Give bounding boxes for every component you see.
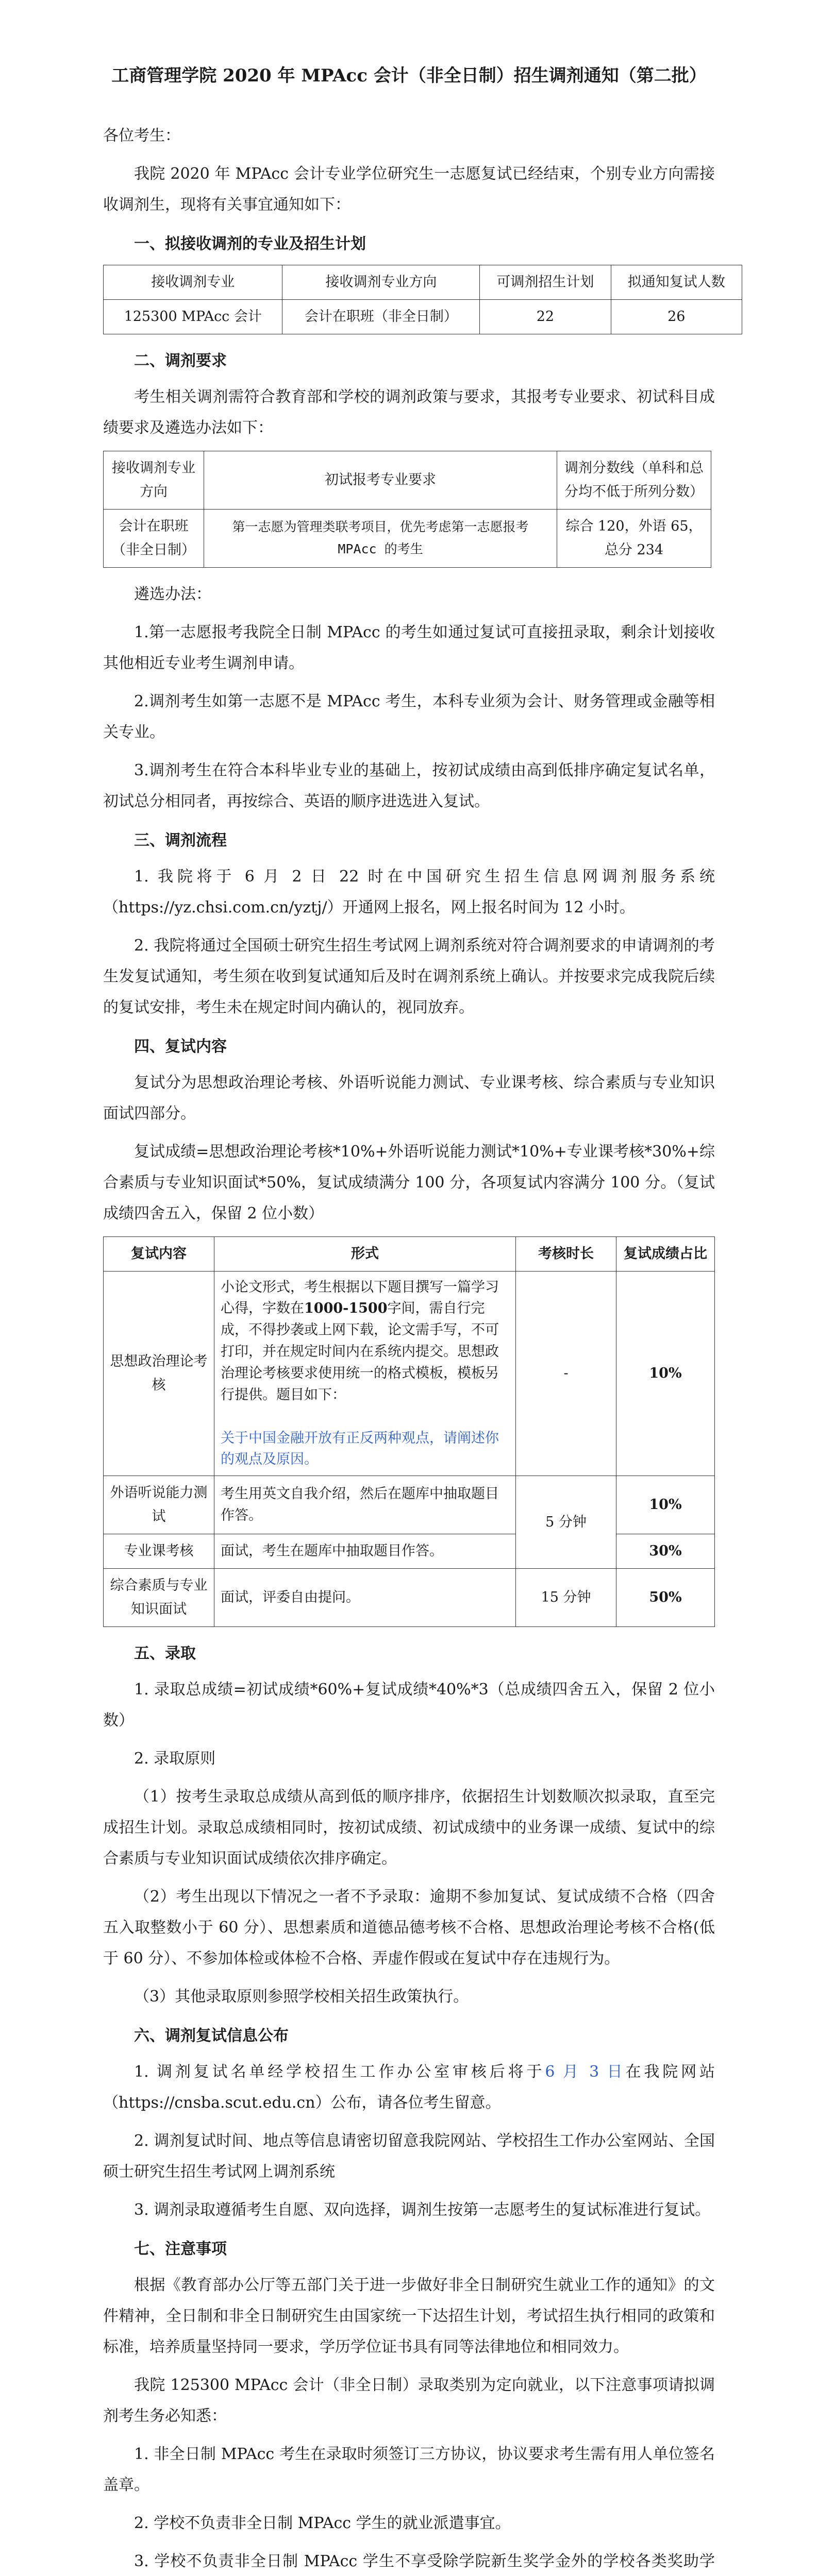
process-item-1 <box>103 861 715 923</box>
table-cell: 面试，评委自由提问。 <box>214 1568 516 1626</box>
process-text: 1. 我院将于 6 月 2 日 22 时在中国研究生招生信息网调剂服务系统（ <box>103 867 715 917</box>
salutation: 各位考生： <box>103 127 180 145</box>
notes-paragraph: 根据《教育部办公厅等五部门关于进一步做好非全日制研究生就业工作的通知》的文件精神，全日制和非全日制研究生由国家统一下达招生计划，考试招生执行相同的政策和标准，培养质量坚持同一要求，学历学位证书具有同等法律地位和相同效力。 <box>103 2276 715 2356</box>
plan-table <box>103 265 742 334</box>
section-1-title: 一、拟接收调剂的专业及招生计划 <box>134 235 366 253</box>
publish-item-3: 3. 调剂录取遵循考生自愿、双向选择，调剂生按第一志愿考生的复试标准进行复试。 <box>134 2200 711 2219</box>
notes-item: 1. 非全日制 MPAcc 考生在录取时须签订三方协议，协议要求考生需有用人单位签名盖章。 <box>103 2445 715 2494</box>
section-2-title: 二、调剂要求 <box>134 352 227 370</box>
table-cell: 10% <box>616 1476 715 1534</box>
table-header: 接收调剂专业 <box>104 265 282 300</box>
table-header-row <box>104 451 711 510</box>
table-cell: 会计在职班（非全日制） <box>282 300 480 334</box>
admission-item: 2. 录取原则 <box>134 1749 216 1768</box>
intro-paragraph: 我院 2020 年 MPAcc 会计专业学位研究生一志愿复试已经结束，个别专业方向需接收调剂生，现将有关事宜通知如下： <box>103 165 715 214</box>
requirements-paragraph: 考生相关调剂需符合教育部和学校的调剂政策与要求，其报考专业要求、初试科目成绩要求及遴选办法如下： <box>103 388 715 437</box>
method-title: 遴选办法： <box>134 585 211 603</box>
chsi-link[interactable]: https://yz.chsi.com.cn/yztj/ <box>119 898 327 917</box>
table-header: 复试成绩占比 <box>616 1236 715 1271</box>
table-header: 初试报考专业要求 <box>204 451 557 510</box>
table-header: 接收调剂专业方向 <box>104 451 204 510</box>
section-5-title: 五、录取 <box>134 1644 196 1663</box>
table-row <box>104 300 742 334</box>
notes-item: 2. 学校不负责非全日制 MPAcc 学生的就业派遣事宜。 <box>134 2514 511 2532</box>
admission-item: （2）考生出现以下情况之一者不予录取：逾期不参加复试、复试成绩不合格（四舍五入取整数小于 60 分）、思想素质和道德品德考核不合格、思想政治理论考核不合格(低于 60 分）、不参加体检或体检不合格、弄虚作假或在复试中存在违规行为。 <box>103 1887 715 1968</box>
table-cell: 会计在职班（非全日制） <box>104 509 204 567</box>
publish-text: 1. 调剂复试名单经学校招生工作办公室审核后将于 <box>134 2062 545 2081</box>
process-text: ）开通网上报名，网上报名时间为 12 小时。 <box>327 898 635 917</box>
form-text: 小论文形式，考生根据以下题目撰写一篇学习心得，字数在 <box>221 1279 499 1317</box>
table-header: 拟通知复试人数 <box>611 265 742 300</box>
retest-table <box>103 1236 715 1627</box>
table-header: 形式 <box>214 1236 516 1271</box>
table-row <box>104 509 711 567</box>
table-cell: 外语听说能力测试 <box>104 1476 214 1534</box>
table-header: 可调剂招生计划 <box>480 265 611 300</box>
table-header: 考核时长 <box>516 1236 616 1271</box>
publish-item-1 <box>103 2057 715 2119</box>
table-row <box>104 1534 715 1569</box>
table-cell: 综合素质与专业知识面试 <box>104 1568 214 1626</box>
table-cell: 30% <box>616 1534 715 1569</box>
table-cell: 专业课考核 <box>104 1534 214 1569</box>
table-cell: 5 分钟 <box>516 1476 616 1569</box>
table-header-row <box>104 1236 715 1271</box>
process-item-2: 2. 我院将通过全国硕士研究生招生考试网上调剂系统对符合调剂要求的申请调剂的考生发复试通知，考生须在收到复试通知后及时在调剂系统上确认。并按要求完成我院后续的复试安排，考生未在规定时间内确认的，视同放弃。 <box>103 936 715 1016</box>
table-cell: 面试，考生在题库中抽取题目作答。 <box>214 1534 516 1569</box>
table-cell: 15 分钟 <box>516 1568 616 1626</box>
table-cell: 26 <box>611 300 742 334</box>
publish-text: 在我院网站（ <box>103 2062 715 2112</box>
table-cell: 思想政治理论考核 <box>104 1271 214 1476</box>
table-cell: 50% <box>616 1568 715 1626</box>
table-cell: 125300 MPAcc 会计 <box>104 300 282 334</box>
section-6-title: 六、调剂复试信息公布 <box>134 2026 289 2045</box>
table-header: 复试内容 <box>104 1236 214 1271</box>
school-link[interactable]: https://cnsba.scut.edu.cn <box>119 2093 315 2112</box>
publish-item-2: 2. 调剂复试时间、地点等信息请密切留意我院网站、学校招生工作办公室网站、全国硕士研究生招生考试网上调剂系统 <box>103 2131 715 2181</box>
table-cell: 10% <box>616 1271 715 1476</box>
table-row <box>104 1271 715 1476</box>
admission-item: 1. 录取总成绩=初试成绩*60%+复试成绩*40%*3（总成绩四舍五入，保留 2 位小数） <box>103 1680 715 1730</box>
table-cell <box>214 1271 516 1476</box>
method-item: 2.调剂考生如第一志愿不是 MPAcc 考生，本科专业须为会计、财务管理或金融等相关专业。 <box>103 692 715 741</box>
table-cell: - <box>516 1271 616 1476</box>
requirements-table <box>103 451 711 568</box>
section-3-title: 三、调剂流程 <box>134 831 227 850</box>
section-4-title: 四、复试内容 <box>134 1037 227 1056</box>
publish-text: ）公布，请各位考生留意。 <box>315 2093 501 2112</box>
admission-item: （1）按考生录取总成绩从高到低的顺序排序，依据招生计划数顺次拟录取，直至完成招生计划。录取总成绩相同时，按初试成绩、初试成绩中的业务课一成绩、复试中的综合素质与专业知识面试成绩依次排序确定。 <box>103 1787 715 1868</box>
table-cell: 考生用英文自我介绍，然后在题库中抽取题目作答。 <box>214 1476 516 1534</box>
table-header: 接收调剂专业方向 <box>282 265 480 300</box>
word-count: 1000-1500 <box>304 1300 388 1317</box>
table-cell: 综合 120，外语 65，总分 234 <box>557 509 711 567</box>
table-row <box>104 1476 715 1534</box>
admission-item: （3）其他录取原则参照学校相关招生政策执行。 <box>134 1987 469 2006</box>
table-cell: 22 <box>480 300 611 334</box>
section-7-title: 七、注意事项 <box>134 2240 227 2258</box>
notes-paragraph: 我院 125300 MPAcc 会计（非全日制）录取类别为定向就业，以下注意事项请拟调剂考生务必知悉： <box>103 2376 715 2425</box>
table-header: 调剂分数线（单科和总分均不低于所列分数） <box>557 451 711 510</box>
retest-formula: 复试成绩=思想政治理论考核*10%+外语听说能力测试*10%+专业课考核*30%+综合素质与专业知识面试*50%，复试成绩满分 100 分，各项复试内容满分 100 分。（复试成绩四舍五入，保留 2 位小数） <box>103 1142 715 1223</box>
table-header-row <box>104 265 742 300</box>
method-item: 3.调剂考生在符合本科毕业专业的基础上，按初试成绩由高到低排序确定复试名单，初试总分相同者，再按综合、英语的顺序进选进入复试。 <box>103 761 715 810</box>
publish-date: 6 月 3 日 <box>545 2062 626 2081</box>
form-text: 字间，需自行完成，不得抄袭或上网下载，论文需手写，不可打印，并在规定时间内在系统内提交。思想政治理论考核要求使用统一的格式模板，模板另行提供。题目如下： <box>221 1300 499 1403</box>
notes-item: 3. 学校不负责非全日制 MPAcc 学生不享受除学院新生奖学金外的学校各类奖助学 <box>134 2552 715 2570</box>
method-item: 1.第一志愿报考我院全日制 MPAcc 的考生如通过复试可直接扭录取，剩余计划接收其他相近专业考生调剂申请。 <box>103 623 715 672</box>
page-title: 工商管理学院 2020 年 MPAcc 会计（非全日制）招生调剂通知（第二批） <box>111 65 707 86</box>
retest-paragraph: 复试分为思想政治理论考核、外语听说能力测试、专业课考核、综合素质与专业知识面试四部分。 <box>103 1073 715 1123</box>
table-cell: 第一志愿为管理类联考项目，优先考虑第一志愿报考 MPAcc 的考生 <box>204 509 557 567</box>
essay-topic: 关于中国金融开放有正反两种观点，请阐述你的观点及原因。 <box>221 1430 499 1468</box>
table-row <box>104 1568 715 1626</box>
